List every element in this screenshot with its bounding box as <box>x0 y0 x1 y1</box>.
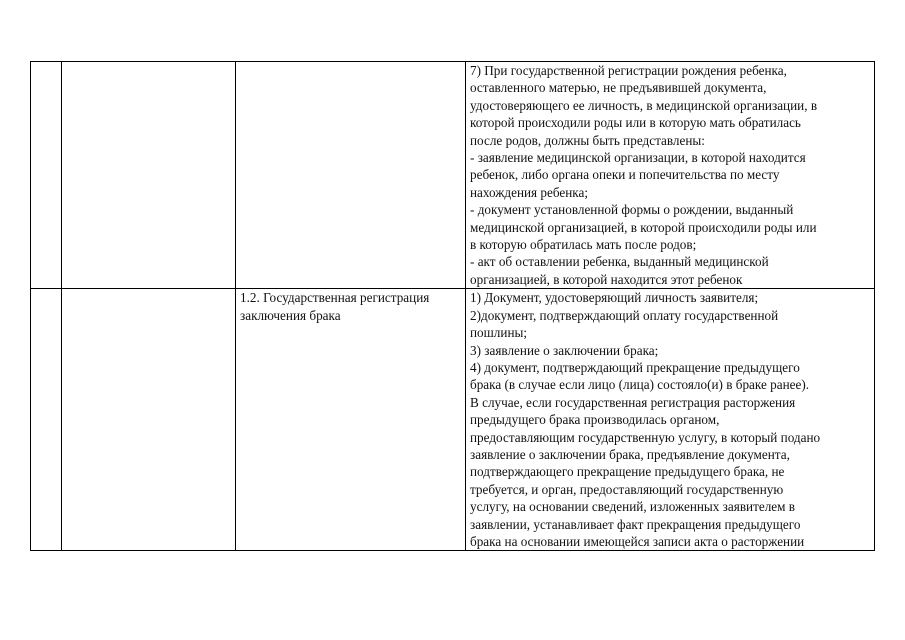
text-line: заявление о заключении брака, предъявление документа, <box>470 446 790 462</box>
table-row <box>31 62 875 289</box>
text-line: В случае, если государственная регистрация расторжения <box>470 394 796 410</box>
text-line: - акт об оставлении ребенка, выданный медицинской <box>470 254 769 270</box>
text-line: предыдущего брака производилась органом, <box>470 412 720 428</box>
text-line: оставленного матерью, не предъявившей документа, <box>470 80 767 96</box>
text-line: которой происходили роды или в которую мать обратилась <box>470 115 801 131</box>
row-number-cell <box>31 289 62 551</box>
text-line: медицинской организацией, в которой происходили роды или <box>470 219 817 235</box>
text-line: после родов, должны быть представлены: <box>470 132 705 148</box>
text-line: 2)документ, подтверждающий оплату государственной <box>470 307 779 323</box>
text-line: брака на основании имеющейся записи акта о расторжении <box>470 533 805 549</box>
documents-cell <box>466 289 875 551</box>
text-line: заключения брака <box>240 307 341 323</box>
text-line: ребенок, либо органа опеки и попечительства по месту <box>470 167 780 183</box>
text-line: пошлины; <box>470 325 528 341</box>
text-line: - документ установленной формы о рождении, выданный <box>470 202 794 218</box>
text-line: 1.2. Государственная регистрация <box>240 290 430 306</box>
text-line: 1) Документ, удостоверяющий личность заявителя; <box>470 290 759 306</box>
text-line: 4) документ, подтверждающий прекращение предыдущего <box>470 359 800 375</box>
text-line: заявлении, устанавливает факт прекращения предыдущего <box>470 516 801 532</box>
text-line: подтверждающего прекращение предыдущего брака, не <box>470 464 785 480</box>
text-line: нахождения ребенка; <box>470 184 589 200</box>
text-line: предоставляющим государственную услугу, в который подано <box>470 429 821 445</box>
text-line: 3) заявление о заключении брака; <box>470 342 659 358</box>
service-name-cell <box>236 289 466 551</box>
text-line: требуется, и орган, предоставляющий государственную <box>470 481 784 497</box>
text-line: организацией, в которой находится этот ребенок <box>470 271 743 287</box>
text-line: 7) При государственной регистрации рождения ребенка, <box>470 63 787 78</box>
text-line: брака (в случае если лицо (лица) состояло(и) в браке ранее). <box>470 377 810 393</box>
text-line: удостоверяющего ее личность, в медицинской организации, в <box>470 97 818 113</box>
service-code-cell <box>62 289 236 551</box>
text-line: услугу, на основании сведений, изложенных заявителем в <box>470 499 796 515</box>
service-name-cell <box>236 62 466 289</box>
row-number-cell <box>31 62 62 289</box>
service-code-cell <box>62 62 236 289</box>
text-line: в которую обратилась мать после родов; <box>470 237 697 253</box>
documents-cell <box>466 62 875 289</box>
document-table <box>30 61 875 551</box>
text-line: - заявление медицинской организации, в которой находится <box>470 150 806 166</box>
table-row <box>31 289 875 551</box>
